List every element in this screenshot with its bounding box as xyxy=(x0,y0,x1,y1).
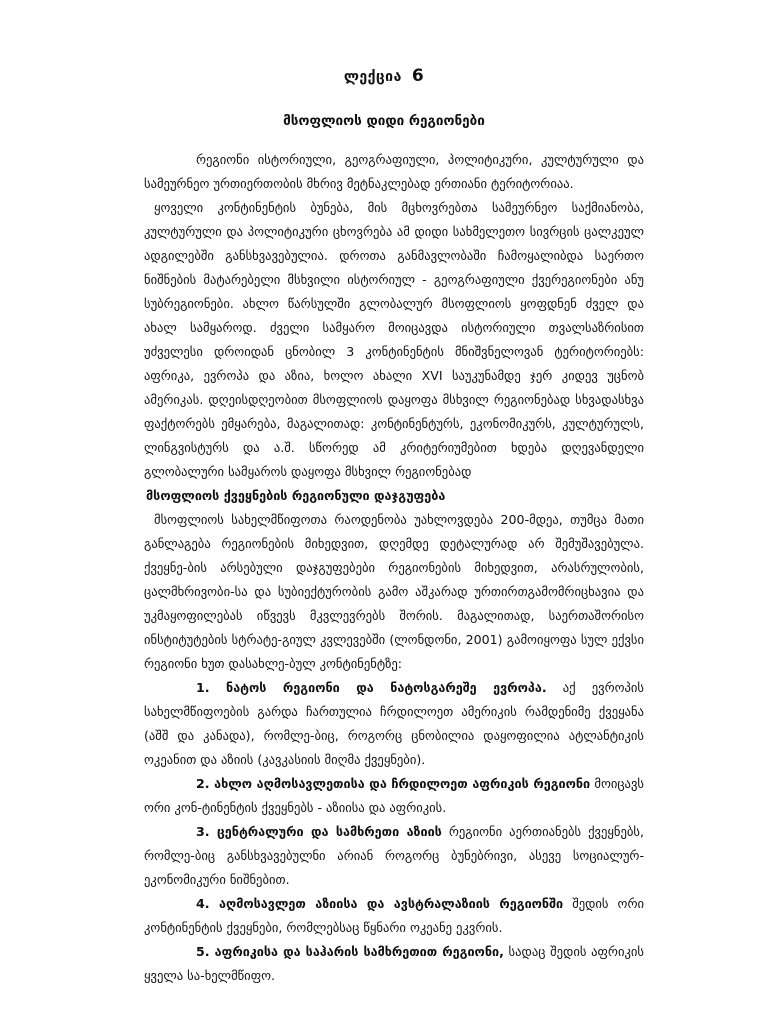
lecture-header xyxy=(0,66,768,86)
region-title-5: 5. აფრიკისა და საჰარის სამხრეთით რეგიონი, xyxy=(196,944,504,959)
lecture-label: ლექცია xyxy=(343,69,402,85)
region-title-1: 1. ნატოს რეგიონი და ნატოსგარეშე ევროპა. xyxy=(196,680,547,695)
section-heading: მსოფლიოს ქვეყნების რეგიონული დაჯგუფება xyxy=(146,488,446,503)
region-title-4: 4. აღმოსავლეთ აზიისა და ავსტრალაზიის რეგიონში xyxy=(196,896,564,911)
region-text-1: აქ ევროპის სახელმწიფოების გარდა ჩართულია ჩრდილოეთ ამერიკის რამდენიმე ქვეყანა (აშშ და კანადა), რომლე-ბიც, როგორც ცნობილია დაყოფილია ატლანტიკის ოკეანით და აზიის (კავკასიის მიღმა ქვეყნები). xyxy=(144,680,644,767)
paragraph-definition: რეგიონი ისტორიული, გეოგრაფიული, პოლიტიკური, კულტურული და სამეურნეო ურთიერთობის მხრივ მეტნაკლებად ერთიანი ტერიტორიაა. xyxy=(144,152,644,191)
region-title-3: 3. ცენტრალური და სამხრეთი აზიის xyxy=(196,824,442,839)
region-text-5: სადაც შედის აფრიკის ყველა სა-ხელმწიფო. xyxy=(144,944,644,983)
region-item-4 xyxy=(144,892,644,940)
region-title-2: 2. ახლო აღმოსავლეთისა და ჩრდილოეთ აფრიკის რეგიონი xyxy=(196,776,591,791)
region-item-3 xyxy=(144,820,644,892)
page-title: მსოფლიოს დიდი რეგიონები xyxy=(283,113,485,129)
region-item-2 xyxy=(144,772,644,820)
paragraph-grouping: მსოფლიოს სახელმწიფოთა რაოდენობა უახლოვდება 200-მდეა, თუმცა მათი განლაგება რეგიონების მიხედვით, დღემდე დეტალურად არ შემუშავებულა. ქვეყნე-ბის არსებული დაჯგუფებები რეგიონების მიხედვით, არასრულობის, ცალმხრივობი-სა და სუბიექტურობის გამო აშკარად ურთირთგამომრიცხავია და უკმაყოფილებას იწვევს მკვლევრებს შორის. მაგალითად, საერთაშორისო ინსტიტუტების სტრატე-გიულ კვლევებში (ლონდონი, 2001) გამოიყოფა სულ ექვსი რეგიონი ხუთ დასახლე-ბულ კონტინენტზე: xyxy=(144,512,644,671)
document-body xyxy=(144,148,644,988)
lecture-number: 6 xyxy=(411,66,425,86)
region-text-4: შედის ორი კონტინენტის ქვეყნები, რომლებსაც წყნარი ოკეანე ეკვრის. xyxy=(144,896,644,935)
paragraph-continents: ყოველი კონტინენტის ბუნება, მის მცხოვრებთა სამეურნეო საქმიანობა, კულტურული და პოლიტიკური ცხოვრება ამ დიდი სახმელეთო სივრცის ცალკეულ ადგილებში განსხვავებულია. დროთა განმავლობაში ჩამოყალიბდა საერთო ნიშნების მატარებელი მსხვილი ისტორიულ - გეოგრაფიული ქვერეგიონები ანუ სუბრეგიონები. ახლო წარსულში გლობალურ მსოფლიოს ყოფდნენ ძველ და ახალ სამყაროდ. ძველი სამყარო მოიცავდა ისტორიული თვალსაზრისით უძველესი დროიდან ცნობილ 3 კონტინენტის მნიშვნელოვან ტერიტორიებს: აფრიკა, ევროპა და აზია, ხოლო ახალი XVI საუკუნამდე ჯერ კიდევ უცნობ ამერიკას. დღეისდღეობით მსოფლიოს დაყოფა მსხვილ რეგიონებად სხვადასხვა ფაქტორებს ემყარება, მაგალითად: კონტინენტურს, ეკონომიკურს, კულტურულს, ლინგვისტურს და ა.შ. სწორედ ამ კრიტერიუმებით ხდება დღევანდელი გლობალური სამყაროს დაყოფა მსხვილ რეგიონებად xyxy=(144,200,644,479)
region-item-1 xyxy=(144,676,644,772)
region-text-3: რეგიონი აერთიანებს ქვეყნებს, რომლე-ბიც განსხვავებულნი არიან როგორც ბუნებრივი, ასევე სოციალურ-ეკონომიკური ნიშნებით. xyxy=(144,824,644,887)
region-text-2: მოიცავს ორი კონ-ტინენტის ქვეყნებს - აზიისა და აფრიკის. xyxy=(144,776,644,815)
region-item-5 xyxy=(144,940,644,988)
